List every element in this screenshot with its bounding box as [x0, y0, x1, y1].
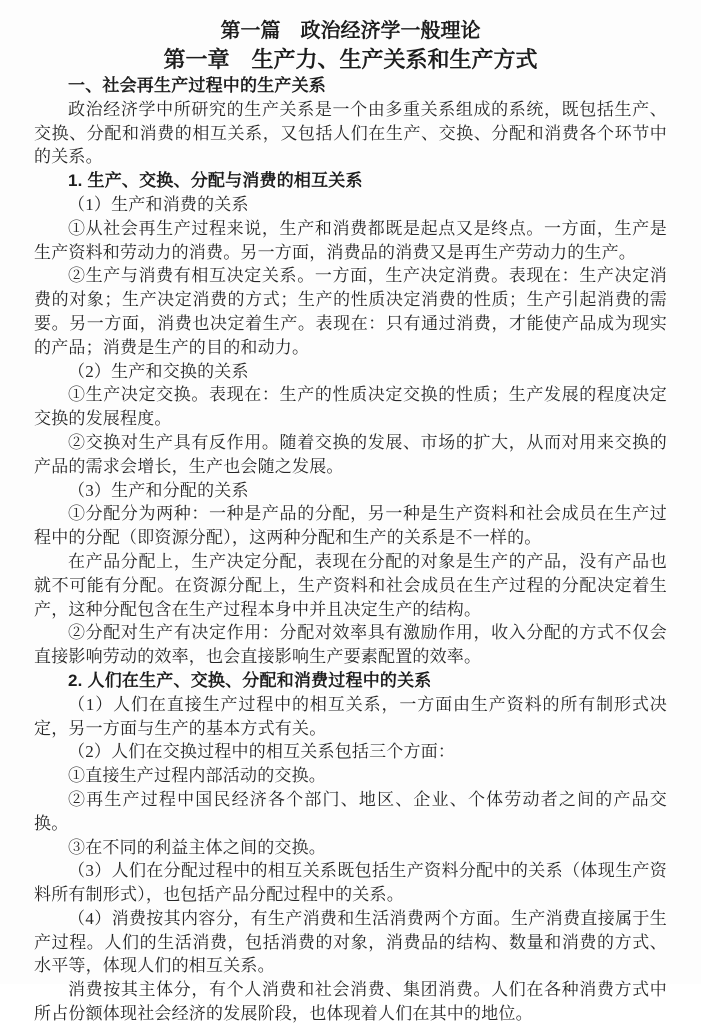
chapter-title: 第一章 生产力、生产关系和生产方式 [163, 47, 538, 72]
paragraph: ①分配分为两种：一种是产品的分配，另一种是生产资料和社会成员在生产过程中的分配（即资源分配），这两种分配和生产的关系是不一样的。 [34, 504, 667, 548]
paragraph: （1）生产和消费的关系 [68, 194, 249, 214]
paragraph: ③在不同的利益主体之间的交换。 [68, 837, 326, 857]
paragraph: ②分配对生产有决定作用：分配对效率具有激励作用，收入分配的方式不仅会直接影响劳动的效率，也会直接影响生产要素配置的效率。 [34, 623, 667, 667]
paragraph: （3）人们在分配过程中的相互关系既包括生产资料分配中的关系（体现生产资料所有制形式），也包括产品分配过程中的关系。 [34, 861, 667, 905]
paragraph: （2）生产和交换的关系 [68, 361, 249, 381]
subsection-heading: 2. 人们在生产、交换、分配和消费过程中的关系 [68, 670, 432, 690]
paragraph: 政治经济学中所研究的生产关系是一个由多重关系组成的系统，既包括生产、交换、分配和消费的相互关系，又包括人们在生产、交换、分配和消费各个环节中的关系。 [34, 99, 667, 167]
section-heading: 一、社会再生产过程中的生产关系 [68, 76, 326, 95]
paragraph: 在产品分配上，生产决定分配，表现在分配的对象是生产的产品，没有产品也就不可能有分配。在资源分配上，生产资料和社会成员在生产过程的分配决定着生产，这种分配包含在生产过程本身中并且决定生产的结构。 [34, 551, 667, 619]
paragraph: ②再生产过程中国民经济各个部门、地区、企业、个体劳动者之间的产品交换。 [34, 789, 667, 833]
paragraph: ①直接生产过程内部活动的交换。 [68, 766, 326, 786]
paragraph: ②交换对生产具有反作用。随着交换的发展、市场的扩大，从而对用来交换的产品的需求会增长，生产也会随之发展。 [34, 432, 667, 476]
paragraph: 消费按其主体分，有个人消费和社会消费、集团消费。人们在各种消费方式中所占份额体现社会经济的发展阶段，也体现着人们在其中的地位。 [34, 980, 667, 1024]
subsection-heading: 1. 生产、交换、分配与消费的相互关系 [68, 171, 363, 191]
paragraph: （3）生产和分配的关系 [68, 480, 249, 500]
document-body [34, 74, 667, 1026]
paragraph: ①生产决定交换。表现在：生产的性质决定交换的性质；生产发展的程度决定交换的发展程度。 [34, 385, 667, 429]
paragraph: ①从社会再生产过程来说，生产和消费都既是起点又是终点。一方面，生产是生产资料和劳动力的消费。另一方面，消费品的消费又是再生产劳动力的生产。 [34, 218, 667, 262]
paragraph: ②生产与消费有相互决定关系。一方面，生产决定消费。表现在：生产决定消费的对象；生产决定消费的方式；生产的性质决定消费的性质；生产引起消费的需要。另一方面，消费也决定着生产。表现在：只有通过消费，才能使产品成为现实的产品；消费是生产的目的和动力。 [34, 266, 667, 357]
part-title: 第一篇 政治经济学一般理论 [220, 20, 481, 42]
paragraph: （1）人们在直接生产过程中的相互关系，一方面由生产资料的所有制形式决定，另一方面与生产的基本方式有关。 [34, 694, 667, 738]
paragraph: （2）人们在交换过程中的相互关系包括三个方面： [68, 742, 456, 762]
paragraph: （4）消费按其内容分，有生产消费和生活消费两个方面。生产消费直接属于生产过程。人们的生活消费，包括消费的对象，消费品的结构、数量和消费的方式、水平等，体现人们的相互关系。 [34, 908, 667, 976]
